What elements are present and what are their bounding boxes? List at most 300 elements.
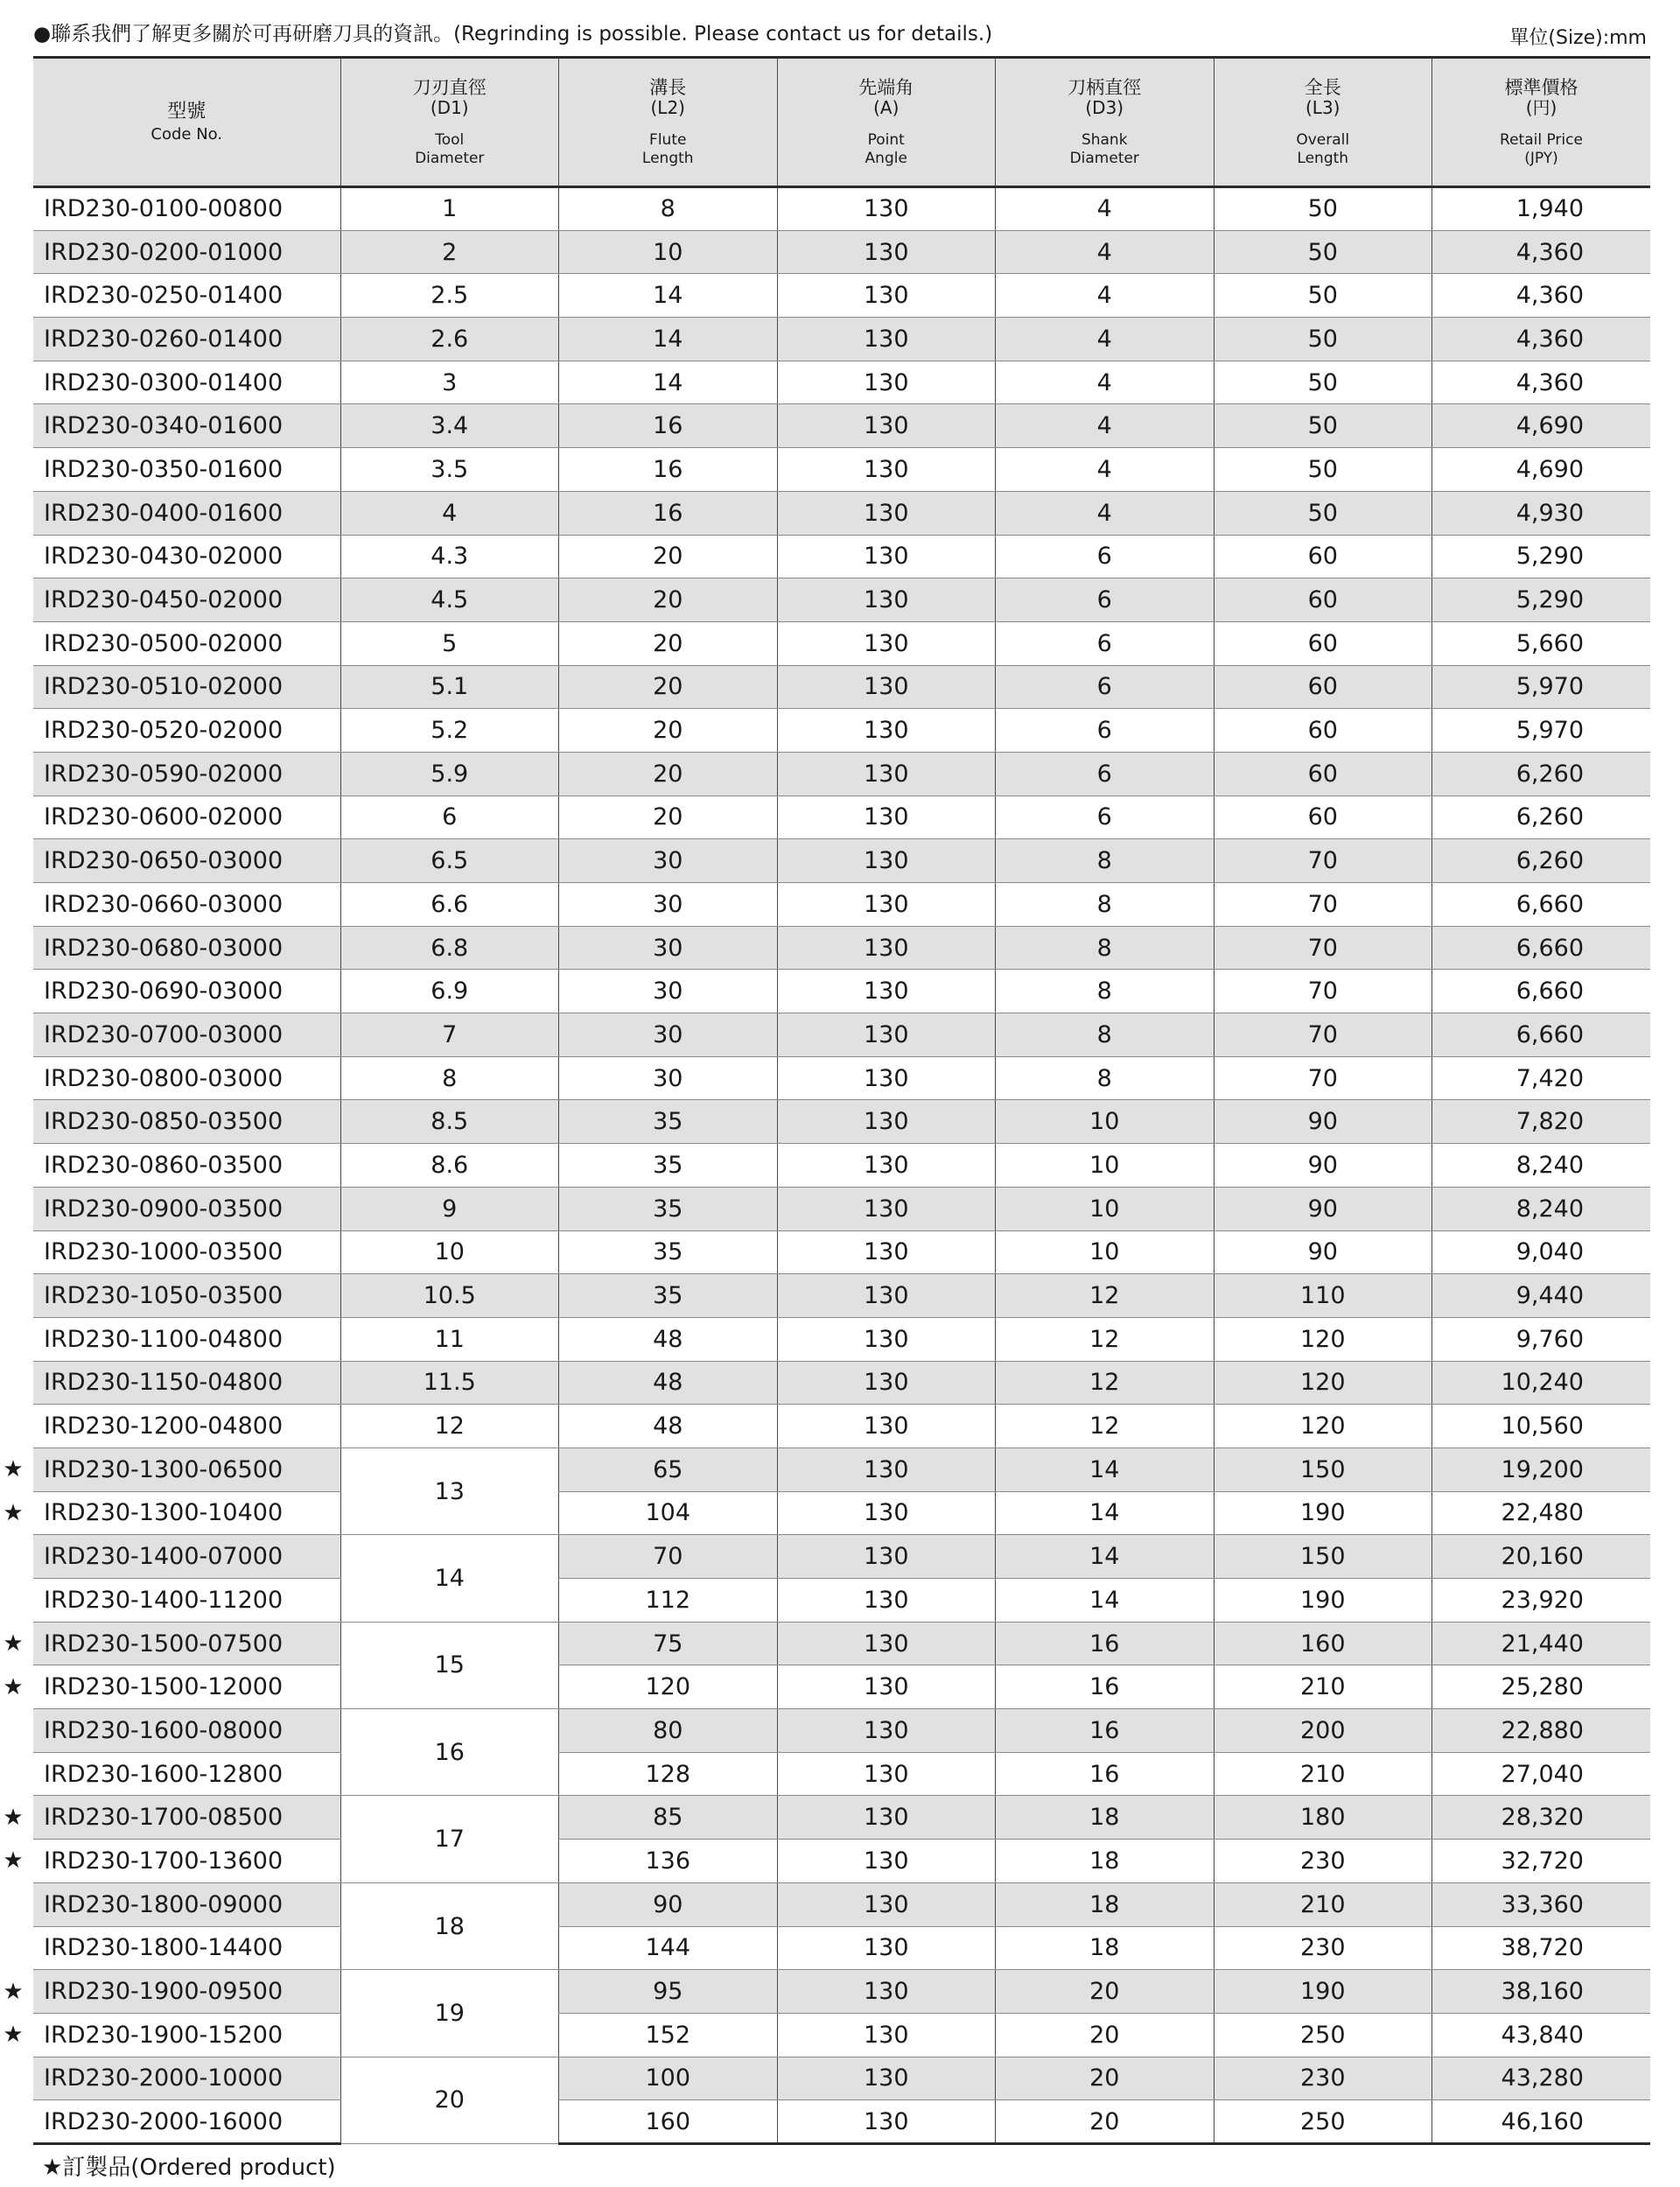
cell-shank-diameter: 10 bbox=[996, 1144, 1214, 1188]
table-row bbox=[33, 1056, 1650, 1100]
table-row bbox=[33, 1187, 1650, 1230]
cell-flute-length: 14 bbox=[559, 361, 778, 404]
cell-shank-diameter: 6 bbox=[996, 578, 1214, 622]
cell-overall-length: 230 bbox=[1214, 2057, 1432, 2100]
cell-code bbox=[33, 187, 340, 231]
cell-retail-price: 6,660 bbox=[1432, 1013, 1651, 1057]
code-text: IRD230-1300-10400 bbox=[44, 1499, 284, 1527]
cell-retail-price: 19,200 bbox=[1432, 1447, 1651, 1491]
code-text: IRD230-1100-04800 bbox=[44, 1325, 284, 1353]
cell-overall-length: 70 bbox=[1214, 926, 1432, 970]
cell-shank-diameter: 4 bbox=[996, 230, 1214, 274]
cell-code bbox=[33, 796, 340, 839]
cell-retail-price: 7,420 bbox=[1432, 1056, 1651, 1100]
cell-tool-diameter: 6.6 bbox=[340, 883, 559, 927]
cell-point-angle: 130 bbox=[777, 2057, 996, 2100]
cell-point-angle: 130 bbox=[777, 1013, 996, 1057]
cell-point-angle: 130 bbox=[777, 2013, 996, 2057]
cell-code bbox=[33, 1926, 340, 1970]
code-text: IRD230-0680-03000 bbox=[44, 934, 284, 962]
cell-tool-diameter: 2 bbox=[340, 230, 559, 274]
cell-flute-length: 48 bbox=[559, 1361, 778, 1405]
cell-tool-diameter: 5.2 bbox=[340, 709, 559, 753]
cell-shank-diameter: 18 bbox=[996, 1840, 1214, 1883]
cell-overall-length: 50 bbox=[1214, 448, 1432, 492]
cell-overall-length: 110 bbox=[1214, 1274, 1432, 1318]
table-row bbox=[33, 1361, 1650, 1405]
header-d1-zh: 刀刃直徑 bbox=[412, 76, 486, 98]
table-row bbox=[33, 1274, 1650, 1318]
cell-flute-length: 30 bbox=[559, 970, 778, 1013]
code-text: IRD230-1400-07000 bbox=[44, 1543, 284, 1571]
code-text: IRD230-1800-14400 bbox=[44, 1934, 284, 1962]
cell-retail-price: 25,280 bbox=[1432, 1665, 1651, 1709]
cell-shank-diameter: 6 bbox=[996, 796, 1214, 839]
cell-point-angle: 130 bbox=[777, 274, 996, 318]
cell-point-angle: 130 bbox=[777, 1491, 996, 1535]
header-a-zh: 先端角 bbox=[858, 76, 914, 98]
header-d3-en1: Shank bbox=[1081, 130, 1128, 149]
cell-tool-diameter: 3.4 bbox=[340, 404, 559, 448]
cell-point-angle: 130 bbox=[777, 839, 996, 883]
cell-point-angle: 130 bbox=[777, 709, 996, 753]
cell-overall-length: 70 bbox=[1214, 839, 1432, 883]
cell-code bbox=[33, 1535, 340, 1579]
cell-shank-diameter: 20 bbox=[996, 2057, 1214, 2100]
cell-tool-diameter: 20 bbox=[340, 2057, 559, 2143]
cell-retail-price: 20,160 bbox=[1432, 1535, 1651, 1579]
cell-shank-diameter: 4 bbox=[996, 318, 1214, 361]
table-row bbox=[33, 1970, 1650, 2014]
cell-flute-length: 14 bbox=[559, 274, 778, 318]
cell-tool-diameter: 4 bbox=[340, 491, 559, 535]
header-price-zh: 標準價格 bbox=[1504, 76, 1578, 98]
table-row bbox=[33, 1230, 1650, 1274]
cell-tool-diameter: 11 bbox=[340, 1317, 559, 1361]
table-row bbox=[33, 1535, 1650, 1579]
cell-point-angle: 130 bbox=[777, 1187, 996, 1230]
cell-overall-length: 60 bbox=[1214, 796, 1432, 839]
ordered-product-star-icon: ★ bbox=[3, 1630, 24, 1658]
table-row bbox=[33, 318, 1650, 361]
code-text: IRD230-0520-02000 bbox=[44, 717, 284, 745]
cell-retail-price: 4,360 bbox=[1432, 230, 1651, 274]
code-text: IRD230-0800-03000 bbox=[44, 1064, 284, 1092]
table-row bbox=[33, 1926, 1650, 1970]
code-text: IRD230-0400-01600 bbox=[44, 499, 284, 527]
cell-flute-length: 35 bbox=[559, 1100, 778, 1144]
cell-tool-diameter: 8 bbox=[340, 1056, 559, 1100]
code-text: IRD230-0250-01400 bbox=[44, 282, 284, 310]
cell-retail-price: 10,240 bbox=[1432, 1361, 1651, 1405]
cell-tool-diameter: 16 bbox=[340, 1709, 559, 1796]
code-text: IRD230-1200-04800 bbox=[44, 1412, 284, 1440]
cell-flute-length: 30 bbox=[559, 1056, 778, 1100]
cell-flute-length: 35 bbox=[559, 1274, 778, 1318]
cell-retail-price: 4,360 bbox=[1432, 361, 1651, 404]
cell-code bbox=[3, 1447, 340, 1491]
cell-shank-diameter: 16 bbox=[996, 1665, 1214, 1709]
cell-overall-length: 70 bbox=[1214, 1056, 1432, 1100]
cell-point-angle: 130 bbox=[777, 1579, 996, 1623]
cell-flute-length: 85 bbox=[559, 1796, 778, 1840]
table-row bbox=[33, 1622, 1650, 1665]
header-l2-sym: (L2) bbox=[650, 96, 685, 118]
header-shank-diameter bbox=[996, 58, 1214, 187]
cell-tool-diameter: 3 bbox=[340, 361, 559, 404]
spec-table-container bbox=[3, 56, 1650, 2145]
cell-tool-diameter: 2.5 bbox=[340, 274, 559, 318]
cell-tool-diameter: 6.9 bbox=[340, 970, 559, 1013]
cell-tool-diameter: 6.5 bbox=[340, 839, 559, 883]
table-row bbox=[33, 361, 1650, 404]
cell-tool-diameter: 13 bbox=[340, 1447, 559, 1534]
cell-shank-diameter: 8 bbox=[996, 1056, 1214, 1100]
cell-tool-diameter: 8.6 bbox=[340, 1144, 559, 1188]
cell-flute-length: 104 bbox=[559, 1491, 778, 1535]
table-row bbox=[33, 1447, 1650, 1491]
table-row bbox=[33, 578, 1650, 622]
cell-point-angle: 130 bbox=[777, 1840, 996, 1883]
table-row bbox=[33, 883, 1650, 927]
cell-retail-price: 5,970 bbox=[1432, 665, 1651, 709]
cell-shank-diameter: 18 bbox=[996, 1796, 1214, 1840]
cell-shank-diameter: 4 bbox=[996, 491, 1214, 535]
code-text: IRD230-1300-06500 bbox=[44, 1455, 284, 1483]
table-row bbox=[33, 1665, 1650, 1709]
code-text: IRD230-1400-11200 bbox=[44, 1586, 284, 1614]
table-row bbox=[33, 796, 1650, 839]
table-row bbox=[33, 2100, 1650, 2144]
cell-overall-length: 250 bbox=[1214, 2013, 1432, 2057]
code-text: IRD230-0650-03000 bbox=[44, 847, 284, 875]
table-row bbox=[33, 1317, 1650, 1361]
cell-shank-diameter: 20 bbox=[996, 2100, 1214, 2144]
cell-shank-diameter: 14 bbox=[996, 1535, 1214, 1579]
cell-code bbox=[33, 361, 340, 404]
code-text: IRD230-0100-00800 bbox=[44, 195, 284, 223]
cell-shank-diameter: 4 bbox=[996, 361, 1214, 404]
cell-code bbox=[3, 2013, 340, 2057]
cell-code bbox=[33, 1274, 340, 1318]
cell-point-angle: 130 bbox=[777, 1970, 996, 2014]
cell-code bbox=[33, 491, 340, 535]
cell-shank-diameter: 8 bbox=[996, 883, 1214, 927]
cell-retail-price: 23,920 bbox=[1432, 1579, 1651, 1623]
cell-code bbox=[33, 1056, 340, 1100]
cell-shank-diameter: 12 bbox=[996, 1317, 1214, 1361]
cell-point-angle: 130 bbox=[777, 230, 996, 274]
cell-shank-diameter: 14 bbox=[996, 1447, 1214, 1491]
cell-retail-price: 22,480 bbox=[1432, 1491, 1651, 1535]
code-text: IRD230-1150-04800 bbox=[44, 1369, 284, 1397]
cell-flute-length: 20 bbox=[559, 665, 778, 709]
cell-flute-length: 100 bbox=[559, 2057, 778, 2100]
cell-retail-price: 28,320 bbox=[1432, 1796, 1651, 1840]
cell-flute-length: 112 bbox=[559, 1579, 778, 1623]
cell-retail-price: 5,290 bbox=[1432, 578, 1651, 622]
cell-point-angle: 130 bbox=[777, 1622, 996, 1665]
header-overall-length bbox=[1214, 58, 1432, 187]
cell-tool-diameter: 3.5 bbox=[340, 448, 559, 492]
cell-flute-length: 20 bbox=[559, 535, 778, 578]
cell-retail-price: 9,760 bbox=[1432, 1317, 1651, 1361]
header-d1-sym: (D1) bbox=[430, 96, 469, 118]
cell-tool-diameter: 10 bbox=[340, 1230, 559, 1274]
cell-tool-diameter: 18 bbox=[340, 1882, 559, 1969]
cell-code bbox=[33, 1752, 340, 1796]
product-spec-table bbox=[3, 56, 1650, 2145]
cell-code bbox=[33, 665, 340, 709]
table-row bbox=[33, 1579, 1650, 1623]
cell-code bbox=[33, 230, 340, 274]
cell-code bbox=[33, 839, 340, 883]
table-row bbox=[33, 926, 1650, 970]
cell-point-angle: 130 bbox=[777, 318, 996, 361]
ordered-product-star-icon: ★ bbox=[3, 1847, 24, 1875]
cell-overall-length: 50 bbox=[1214, 491, 1432, 535]
cell-overall-length: 190 bbox=[1214, 1579, 1432, 1623]
cell-code bbox=[33, 1230, 340, 1274]
header-a-sym: (A) bbox=[873, 96, 900, 118]
cell-retail-price: 38,720 bbox=[1432, 1926, 1651, 1970]
cell-overall-length: 200 bbox=[1214, 1709, 1432, 1753]
cell-flute-length: 35 bbox=[559, 1187, 778, 1230]
cell-shank-diameter: 8 bbox=[996, 926, 1214, 970]
table-row bbox=[33, 839, 1650, 883]
cell-shank-diameter: 10 bbox=[996, 1230, 1214, 1274]
cell-retail-price: 4,690 bbox=[1432, 404, 1651, 448]
code-text: IRD230-0260-01400 bbox=[44, 325, 284, 353]
cell-overall-length: 180 bbox=[1214, 1796, 1432, 1840]
code-text: IRD230-0430-02000 bbox=[44, 543, 284, 571]
cell-overall-length: 60 bbox=[1214, 535, 1432, 578]
cell-point-angle: 130 bbox=[777, 1447, 996, 1491]
cell-code bbox=[33, 883, 340, 927]
code-text: IRD230-0500-02000 bbox=[44, 629, 284, 657]
header-tool-diameter bbox=[340, 58, 559, 187]
cell-flute-length: 152 bbox=[559, 2013, 778, 2057]
code-text: IRD230-1600-08000 bbox=[44, 1716, 284, 1744]
cell-code bbox=[33, 709, 340, 753]
cell-shank-diameter: 6 bbox=[996, 535, 1214, 578]
table-row bbox=[33, 621, 1650, 665]
header-l3-en1: Overall bbox=[1296, 130, 1350, 149]
cell-code bbox=[33, 1144, 340, 1188]
cell-flute-length: 90 bbox=[559, 1882, 778, 1926]
cell-code bbox=[3, 1840, 340, 1883]
cell-point-angle: 130 bbox=[777, 1405, 996, 1448]
table-row bbox=[33, 230, 1650, 274]
cell-tool-diameter: 10.5 bbox=[340, 1274, 559, 1318]
cell-overall-length: 90 bbox=[1214, 1230, 1432, 1274]
cell-point-angle: 130 bbox=[777, 1274, 996, 1318]
cell-retail-price: 4,930 bbox=[1432, 491, 1651, 535]
cell-retail-price: 5,660 bbox=[1432, 621, 1651, 665]
table-row bbox=[33, 1405, 1650, 1448]
header-point-angle bbox=[777, 58, 996, 187]
regrinding-note: ●聯系我們了解更多關於可再研磨刀具的資訊。(Regrinding is possible. Please contact us for details.) bbox=[33, 23, 993, 46]
cell-tool-diameter: 6.8 bbox=[340, 926, 559, 970]
cell-flute-length: 30 bbox=[559, 883, 778, 927]
cell-code bbox=[33, 1187, 340, 1230]
cell-point-angle: 130 bbox=[777, 1056, 996, 1100]
cell-flute-length: 16 bbox=[559, 491, 778, 535]
cell-code bbox=[33, 1317, 340, 1361]
header-retail-price bbox=[1432, 58, 1651, 187]
cell-flute-length: 120 bbox=[559, 1665, 778, 1709]
cell-code bbox=[3, 1796, 340, 1840]
cell-tool-diameter: 8.5 bbox=[340, 1100, 559, 1144]
cell-code bbox=[33, 1013, 340, 1057]
table-row bbox=[33, 1100, 1650, 1144]
header-price-en1: Retail Price bbox=[1500, 130, 1583, 149]
cell-point-angle: 130 bbox=[777, 404, 996, 448]
cell-flute-length: 144 bbox=[559, 1926, 778, 1970]
cell-flute-length: 35 bbox=[559, 1230, 778, 1274]
cell-code bbox=[3, 1491, 340, 1535]
cell-point-angle: 130 bbox=[777, 1796, 996, 1840]
code-text: IRD230-1700-13600 bbox=[44, 1847, 284, 1875]
cell-point-angle: 130 bbox=[777, 796, 996, 839]
header-price-en2: (JPY) bbox=[1524, 149, 1558, 167]
cell-point-angle: 130 bbox=[777, 491, 996, 535]
cell-retail-price: 6,660 bbox=[1432, 970, 1651, 1013]
cell-shank-diameter: 12 bbox=[996, 1361, 1214, 1405]
cell-shank-diameter: 20 bbox=[996, 1970, 1214, 2014]
cell-overall-length: 190 bbox=[1214, 1491, 1432, 1535]
header-d3-sym: (D3) bbox=[1085, 96, 1124, 118]
table-row bbox=[33, 491, 1650, 535]
table-row bbox=[33, 1491, 1650, 1535]
header-code-zh: 型號 bbox=[167, 100, 206, 123]
header-d3-en2: Diameter bbox=[1069, 149, 1139, 167]
cell-flute-length: 136 bbox=[559, 1840, 778, 1883]
cell-code bbox=[33, 448, 340, 492]
header-l2-en1: Flute bbox=[649, 130, 687, 149]
cell-shank-diameter: 4 bbox=[996, 274, 1214, 318]
cell-code bbox=[33, 2057, 340, 2100]
cell-flute-length: 14 bbox=[559, 318, 778, 361]
cell-flute-length: 20 bbox=[559, 752, 778, 796]
cell-point-angle: 130 bbox=[777, 2100, 996, 2144]
unit-label: 單位(Size):mm bbox=[1509, 27, 1647, 49]
cell-flute-length: 70 bbox=[559, 1535, 778, 1579]
cell-point-angle: 130 bbox=[777, 1752, 996, 1796]
cell-retail-price: 6,260 bbox=[1432, 752, 1651, 796]
cell-overall-length: 90 bbox=[1214, 1100, 1432, 1144]
cell-code bbox=[3, 1970, 340, 2014]
cell-retail-price: 6,260 bbox=[1432, 839, 1651, 883]
code-text: IRD230-0690-03000 bbox=[44, 978, 284, 1006]
cell-flute-length: 20 bbox=[559, 578, 778, 622]
header-l3-zh: 全長 bbox=[1304, 76, 1341, 98]
cell-overall-length: 50 bbox=[1214, 361, 1432, 404]
header-l2-zh: 溝長 bbox=[649, 76, 687, 98]
cell-overall-length: 60 bbox=[1214, 578, 1432, 622]
header-code-en: Code No. bbox=[150, 124, 223, 144]
table-header-row bbox=[33, 58, 1650, 187]
cell-flute-length: 30 bbox=[559, 839, 778, 883]
cell-shank-diameter: 4 bbox=[996, 448, 1214, 492]
cell-tool-diameter: 19 bbox=[340, 1970, 559, 2057]
cell-tool-diameter: 4.3 bbox=[340, 535, 559, 578]
cell-tool-diameter: 15 bbox=[340, 1622, 559, 1708]
cell-retail-price: 10,560 bbox=[1432, 1405, 1651, 1448]
cell-tool-diameter: 12 bbox=[340, 1405, 559, 1448]
code-text: IRD230-0700-03000 bbox=[44, 1020, 284, 1048]
cell-code bbox=[33, 1709, 340, 1753]
cell-overall-length: 60 bbox=[1214, 709, 1432, 753]
cell-tool-diameter: 6 bbox=[340, 796, 559, 839]
cell-overall-length: 120 bbox=[1214, 1317, 1432, 1361]
cell-shank-diameter: 6 bbox=[996, 752, 1214, 796]
cell-retail-price: 38,160 bbox=[1432, 1970, 1651, 2014]
cell-code bbox=[33, 2100, 340, 2144]
code-text: IRD230-0340-01600 bbox=[44, 412, 284, 440]
ordered-product-star-icon: ★ bbox=[3, 2022, 24, 2049]
cell-point-angle: 130 bbox=[777, 1100, 996, 1144]
code-text: IRD230-1500-12000 bbox=[44, 1673, 284, 1701]
header-price-sym: (円) bbox=[1525, 96, 1558, 118]
table-row bbox=[33, 404, 1650, 448]
ordered-product-star-icon: ★ bbox=[3, 1804, 24, 1831]
table-row bbox=[33, 1752, 1650, 1796]
code-text: IRD230-1700-08500 bbox=[44, 1804, 284, 1832]
code-text: IRD230-1500-07500 bbox=[44, 1630, 284, 1658]
cell-point-angle: 130 bbox=[777, 1926, 996, 1970]
cell-overall-length: 210 bbox=[1214, 1752, 1432, 1796]
ordered-product-star-icon: ★ bbox=[3, 1456, 24, 1483]
cell-retail-price: 27,040 bbox=[1432, 1752, 1651, 1796]
cell-code bbox=[33, 1882, 340, 1926]
header-a-en1: Point bbox=[867, 130, 905, 149]
cell-point-angle: 130 bbox=[777, 621, 996, 665]
table-row bbox=[33, 1709, 1650, 1753]
cell-point-angle: 130 bbox=[777, 1535, 996, 1579]
cell-retail-price: 1,940 bbox=[1432, 187, 1651, 231]
cell-point-angle: 130 bbox=[777, 752, 996, 796]
table-row bbox=[33, 535, 1650, 578]
cell-flute-length: 30 bbox=[559, 1013, 778, 1057]
code-text: IRD230-1900-09500 bbox=[44, 1978, 284, 2006]
cell-shank-diameter: 4 bbox=[996, 404, 1214, 448]
table-row bbox=[33, 709, 1650, 753]
table-body bbox=[3, 187, 1650, 2144]
cell-shank-diameter: 10 bbox=[996, 1187, 1214, 1230]
table-row bbox=[33, 2057, 1650, 2100]
header-l3-en2: Length bbox=[1297, 149, 1349, 167]
cell-flute-length: 20 bbox=[559, 796, 778, 839]
code-text: IRD230-2000-10000 bbox=[44, 2064, 284, 2092]
cell-shank-diameter: 10 bbox=[996, 1100, 1214, 1144]
code-text: IRD230-0590-02000 bbox=[44, 760, 284, 788]
code-text: IRD230-0300-01400 bbox=[44, 368, 284, 396]
cell-retail-price: 33,360 bbox=[1432, 1882, 1651, 1926]
table-row bbox=[33, 1013, 1650, 1057]
cell-tool-diameter: 2.6 bbox=[340, 318, 559, 361]
cell-shank-diameter: 18 bbox=[996, 1926, 1214, 1970]
cell-tool-diameter: 14 bbox=[340, 1535, 559, 1622]
cell-point-angle: 130 bbox=[777, 1709, 996, 1753]
header-flute-length bbox=[559, 58, 778, 187]
cell-overall-length: 150 bbox=[1214, 1535, 1432, 1579]
cell-overall-length: 230 bbox=[1214, 1926, 1432, 1970]
cell-retail-price: 43,840 bbox=[1432, 2013, 1651, 2057]
cell-shank-diameter: 16 bbox=[996, 1622, 1214, 1665]
cell-flute-length: 20 bbox=[559, 709, 778, 753]
cell-shank-diameter: 12 bbox=[996, 1405, 1214, 1448]
